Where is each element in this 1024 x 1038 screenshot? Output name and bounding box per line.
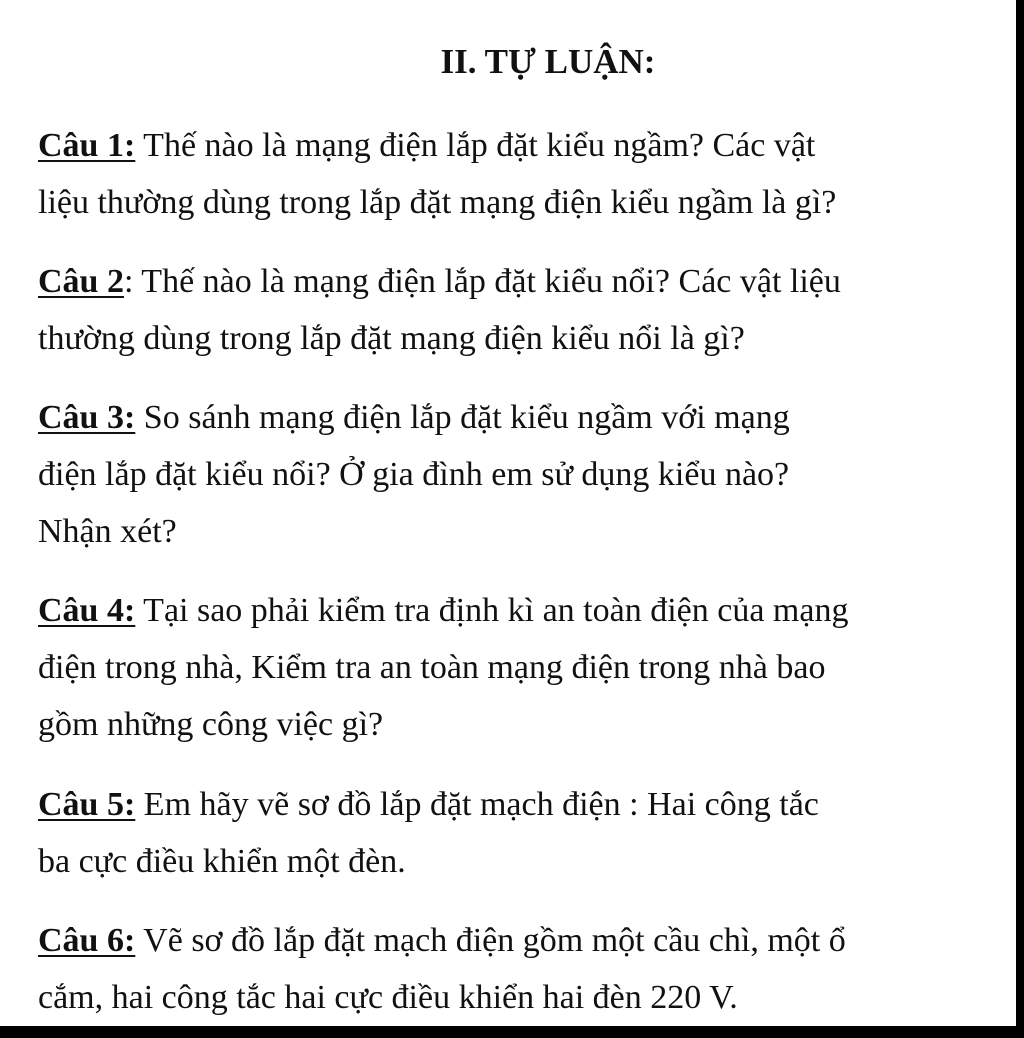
question-3-line-2: điện lắp đặt kiểu nổi? Ở gia đình em sử dụng kiểu nào?: [38, 456, 790, 493]
question-3-line-1: [38, 389, 1016, 446]
question-3-line-3: Nhận xét?: [38, 513, 177, 550]
question-4-line-2: điện trong nhà, Kiểm tra an toàn mạng điện trong nhà bao: [38, 649, 826, 686]
section-title: II. TỰ LUẬN:: [440, 42, 656, 81]
question-4-line-1: [38, 582, 1016, 639]
question-6-label: Câu 6:: [38, 922, 136, 959]
question-2: [38, 253, 1016, 367]
question-6-line-2: cắm, hai công tắc hai cực điều khiển hai đèn 220 V.: [38, 979, 738, 1016]
question-1: [38, 117, 1016, 231]
question-4: [38, 582, 1016, 753]
question-5-line-2: ba cực điều khiển một đèn.: [38, 843, 406, 880]
question-2-label: Câu 2: [38, 263, 124, 300]
question-5: [38, 776, 1016, 890]
question-5-text-1: Em hãy vẽ sơ đồ lắp đặt mạch điện : Hai công tắc: [135, 786, 819, 823]
question-2-line-1: [38, 253, 1016, 310]
question-3-text-1: So sánh mạng điện lắp đặt kiểu ngầm với mạng: [135, 399, 790, 436]
question-6: [38, 912, 1016, 1026]
question-1-line-1: [38, 117, 1016, 174]
question-1-label: Câu 1:: [38, 127, 136, 164]
question-4-label: Câu 4:: [38, 592, 136, 629]
question-5-label: Câu 5:: [38, 786, 136, 823]
question-3-label: Câu 3:: [38, 399, 136, 436]
question-1-line-2: liệu thường dùng trong lắp đặt mạng điện kiểu ngầm là gì?: [38, 184, 837, 221]
question-3: [38, 389, 1016, 560]
question-6-line-1: [38, 912, 1016, 969]
question-4-text-1: Tại sao phải kiểm tra định kì an toàn điện của mạng: [135, 592, 849, 629]
question-2-text-1: : Thế nào là mạng điện lắp đặt kiểu nổi? Các vật liệu: [123, 263, 841, 300]
question-6-text-1: Vẽ sơ đồ lắp đặt mạch điện gồm một cầu chì, một ổ: [135, 922, 846, 959]
question-4-line-3: gồm những công việc gì?: [38, 706, 384, 743]
question-5-line-1: [38, 776, 1016, 833]
question-1-text-1: Thế nào là mạng điện lắp đặt kiểu ngầm? Các vật: [135, 127, 816, 164]
question-2-line-2: thường dùng trong lắp đặt mạng điện kiểu nổi là gì?: [38, 320, 745, 357]
